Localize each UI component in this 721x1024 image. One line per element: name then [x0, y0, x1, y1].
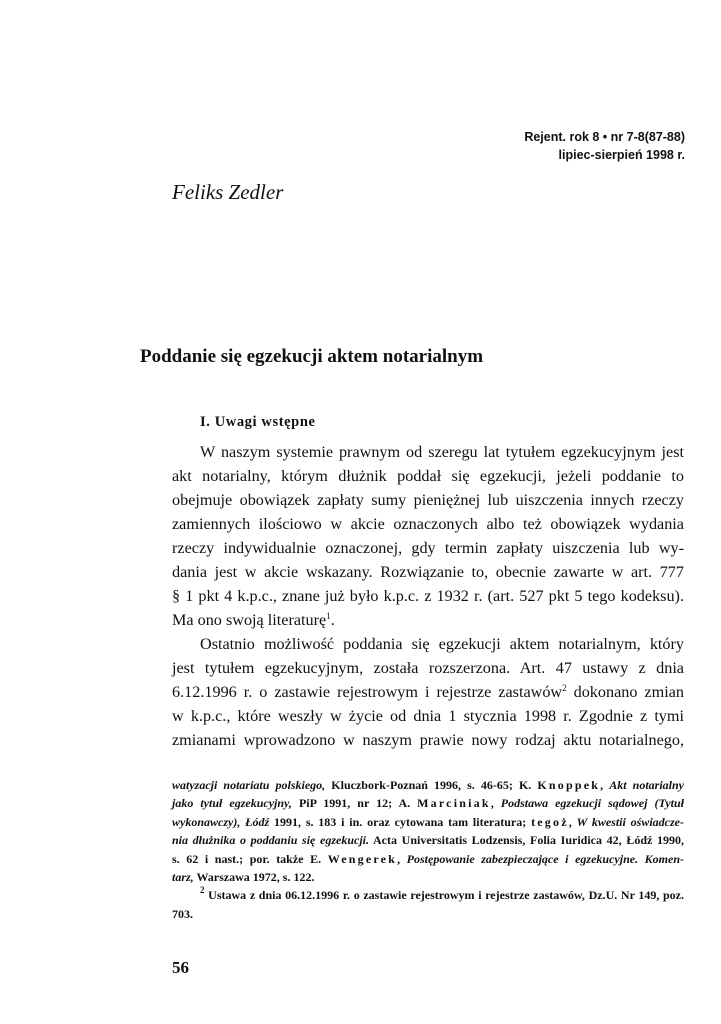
section-heading: I. Uwagi wstępne	[200, 414, 316, 430]
footnote-italic: wykonawczy), Łódź	[172, 814, 270, 829]
footnote-line: 703.	[172, 906, 193, 921]
body-line	[172, 608, 684, 632]
body-line: zamiennych ilościowo w akcie oznaczonych albo też obowiązek wydania	[172, 515, 684, 533]
footnote-text: Kluczbork-Poznań 1996, s. 46-65; K.	[325, 778, 538, 792]
journal-issue: Rejent. rok 8 • nr 7-8(87-88)	[524, 130, 685, 144]
footnote-text: 1991, s. 183 i in. oraz cytowana tam literatura;	[269, 814, 532, 829]
footnote-spaced-name: Knoppek	[537, 778, 601, 792]
footnote-italic: W kwestii oświadcze-	[576, 814, 684, 829]
body-line: jest tytułem egzekucyjnym, została rozszerzona. Art. 47 ustawy z dnia	[172, 659, 684, 677]
footnote-line	[172, 831, 684, 849]
footnote-line	[172, 886, 684, 904]
footnote-number: 2	[200, 885, 205, 896]
body-line: obejmuje obowiązek zapłaty sumy pieniężnej lub uiszczenia innych rzeczy	[172, 491, 684, 509]
footnote-line	[172, 776, 684, 794]
footnote-text: ,	[568, 814, 577, 829]
body-line: zmianami wprowadzono w naszym prawie nowy rodzaj aktu notarialnego,	[172, 731, 684, 749]
body-line: w k.p.c., które weszły w życie od dnia 1 stycznia 1998 r. Zgodnie z tymi	[172, 707, 684, 725]
footnote-italic: Postępowanie zabezpieczające i egzekucyjne. Komen-	[406, 851, 684, 866]
author-name: Feliks Zedler	[172, 180, 284, 204]
body-line: dania jest w akcie wskazany. Rozwiązanie to, obecnie zawarte w art. 777	[172, 563, 684, 581]
body-line-text: Ma ono swoją literaturę	[172, 611, 327, 629]
footnote-text: s. 62 i nast.; por. także E.	[172, 851, 328, 866]
footnote-text: ,	[600, 778, 610, 792]
footnote-text: Ustawa z dnia 06.12.1996 r. o zastawie rejestrowym i rejestrze zastawów, Dz.U. Nr 149, poz.	[204, 888, 684, 903]
footnote-ref-1[interactable]: 1	[326, 611, 331, 621]
body-line-text: 6.12.1996 r. o zastawie rejestrowym i rejestrze zastawów	[172, 683, 563, 701]
article-body	[172, 440, 684, 752]
body-line: W naszym systemie prawnym od szeregu lat tytułem egzekucyjnym jest	[200, 443, 684, 461]
footnote-line	[172, 813, 684, 831]
footnote-italic: watyzacji notariatu polskiego,	[172, 778, 326, 792]
footnote-spaced-name: tegoż	[531, 814, 569, 829]
footnote-text: ,	[397, 851, 407, 866]
footnote-line	[172, 850, 684, 868]
footnote-italic: tarz,	[172, 869, 194, 884]
body-line: Ostatnio możliwość poddania się egzekucji aktem notarialnym, który	[200, 635, 684, 653]
footnotes	[172, 776, 684, 923]
footnote-italic: jako tytuł egzekucyjny,	[172, 796, 292, 811]
body-line: rzeczy indywidualnie oznaczonej, gdy termin zapłaty uiszczenia lub wy-	[172, 539, 684, 557]
footnote-line	[172, 794, 684, 812]
body-line-tail: .	[330, 611, 335, 629]
body-line: akt notarialny, którym dłużnik poddał się egzekucji, jeżeli poddanie to	[172, 467, 684, 485]
body-line	[172, 680, 684, 704]
footnote-italic: Podstawa egzekucji sądowej (Tytuł	[500, 796, 685, 811]
journal-header	[524, 128, 685, 164]
body-line: § 1 pkt 4 k.p.c., znane już było k.p.c. z 1932 r. (art. 527 pkt 5 tego kodeksu).	[172, 587, 684, 605]
footnote-text: Warszawa 1972, s. 122.	[193, 869, 315, 884]
page-number: 56	[172, 958, 189, 977]
footnote-line	[172, 868, 684, 886]
footnote-text: PiP 1991, nr 12; A.	[291, 796, 418, 811]
body-line-tail: dokonano zmian	[566, 683, 684, 701]
footnote-italic: Akt notarialny	[609, 778, 685, 792]
footnote-spaced-name: Wengerek	[327, 851, 398, 866]
article-title: Poddanie się egzekucji aktem notarialnym	[140, 346, 484, 367]
footnote-spaced-name: Marciniak	[417, 796, 491, 811]
journal-date: lipiec-sierpień 1998 r.	[558, 148, 685, 162]
footnote-text: Acta Universitatis Lodzensis, Folia Iuridica 42, Łódź 1990,	[369, 833, 684, 848]
footnote-text: ,	[490, 796, 501, 811]
footnote-italic: nia dłużnika o poddaniu się egzekucji.	[172, 833, 370, 848]
footnote-ref-2[interactable]: 2	[562, 683, 567, 693]
